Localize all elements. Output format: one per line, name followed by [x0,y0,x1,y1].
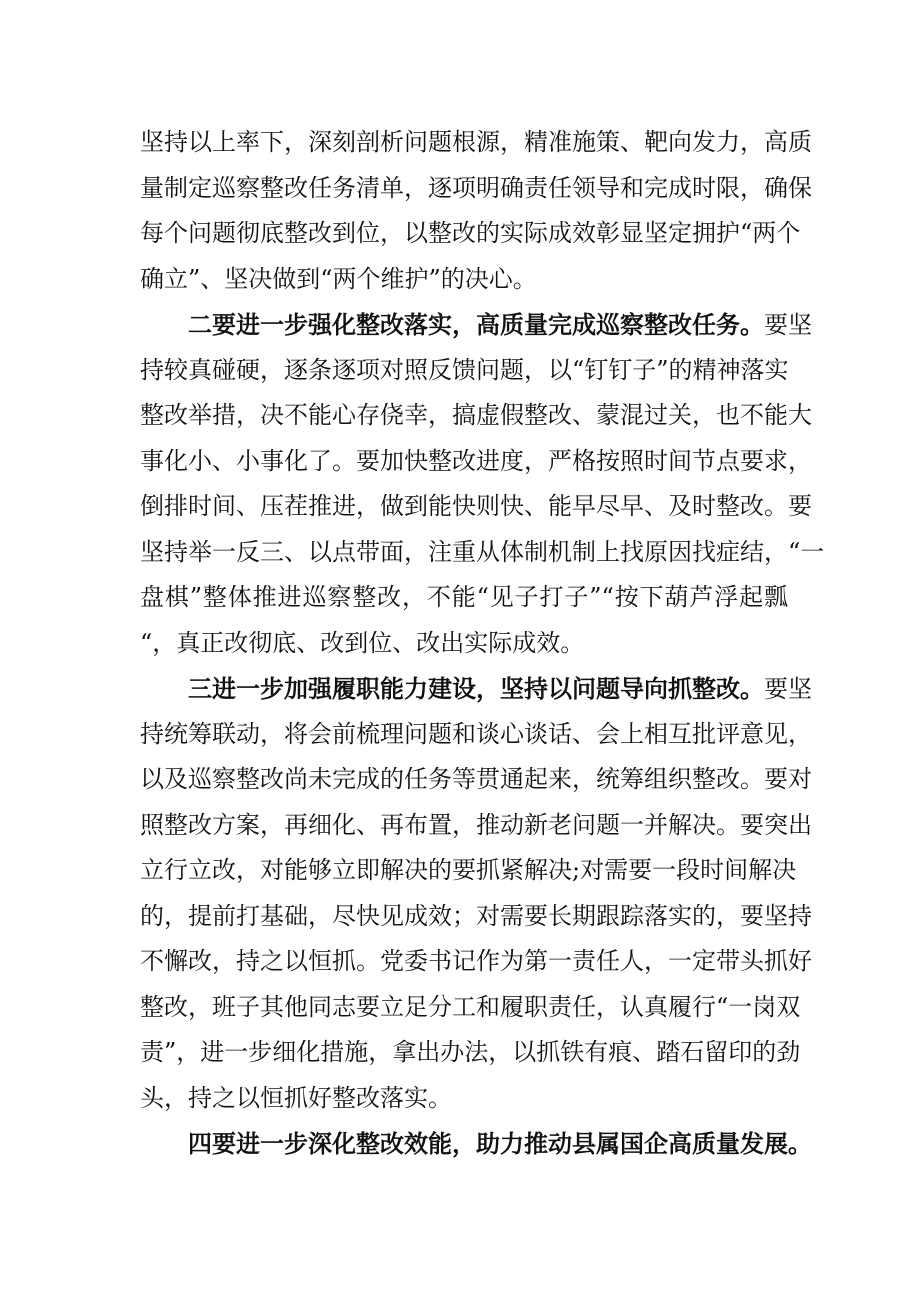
text-line: 事化小、小事化了。要加快整改进度，严格按照时间节点要求， [140,446,812,475]
text-line: 立行立改，对能够立即解决的要抓紧解决;对需要一段时间解决 [140,856,797,884]
paragraph-4 [140,1121,812,1167]
text-line: 确立”、坚决做到“两个维护”的决心。 [140,264,537,293]
text-line: 不懈改，持之以恒抓。党委书记作为第一责任人，一定带头抓好 [140,947,812,975]
paragraph-heading: 四要进一步深化整改效能，助力推动县属国企高质量发展。 [188,1129,812,1158]
heading-continuation: 要坚 [764,311,812,339]
paragraph-1 [140,120,812,302]
text-line: 倒排时间、压茬推进，做到能快则快、能早尽早、及时整改。要 [140,492,812,520]
text-line: 整改，班子其他同志要立足分工和履职责任，认真履行“一岗双 [140,992,801,1021]
text-line: 坚持以上率下，深刻剖析问题根源，精准施策、靶向发力，高质 [140,128,812,156]
text-line: 坚持举一反三、以点带面，注重从体制机制上找原因找症结，“一 [140,537,825,566]
text-line: 每个问题彻底整改到位，以整改的实际成效彰显坚定拥护“两个 [140,219,801,247]
paragraph-heading: 三进一步加强履职能力建设，坚持以问题导向抓整改。 [188,674,764,703]
heading-continuation: 要坚 [764,675,812,703]
text-line: 头，持之以恒抓好整改落实。 [140,1083,452,1112]
paragraph-2 [140,302,825,666]
document-body [140,120,825,1167]
text-line: 持统筹联动，将会前梳理问题和谈心谈话、会上相互批评意见， [140,719,812,748]
paragraph-first-line [140,666,812,712]
text-line: 持较真碰硬，逐条逐项对照反馈问题，以“钉钉子”的精神落实 [140,355,789,384]
text-line: 量制定巡察整改任务清单，逐项明确责任领导和完成时限，确保 [140,173,812,202]
text-line: 照整改方案，再细化、再布置，推动新老问题一并解决。要突出 [140,810,812,839]
text-line: 盘棋”整体推进巡察整改，不能“见子打子”“按下葫芦浮起瓢 [140,583,788,611]
paragraph-first-line [140,1121,812,1167]
paragraph-3 [140,666,812,1121]
text-line: 以及巡察整改尚未完成的任务等贯通起来，统筹组织整改。要对 [140,765,812,793]
text-line: “，真正改彻底、改到位、改出实际成效。 [140,628,585,657]
text-line: 整改举措，决不能心存侥幸，搞虚假整改、蒙混过关，也不能大 [140,401,812,429]
paragraph-heading: 二要进一步强化整改落实，高质量完成巡察整改任务。 [188,310,764,339]
text-line: 的，提前打基础，尽快见成效；对需要长期跟踪落实的，要坚持 [140,901,812,930]
paragraph-first-line [140,302,812,348]
text-line: 责”，进一步细化措施，拿出办法，以抓铁有痕、踏石留印的劲 [140,1038,801,1066]
